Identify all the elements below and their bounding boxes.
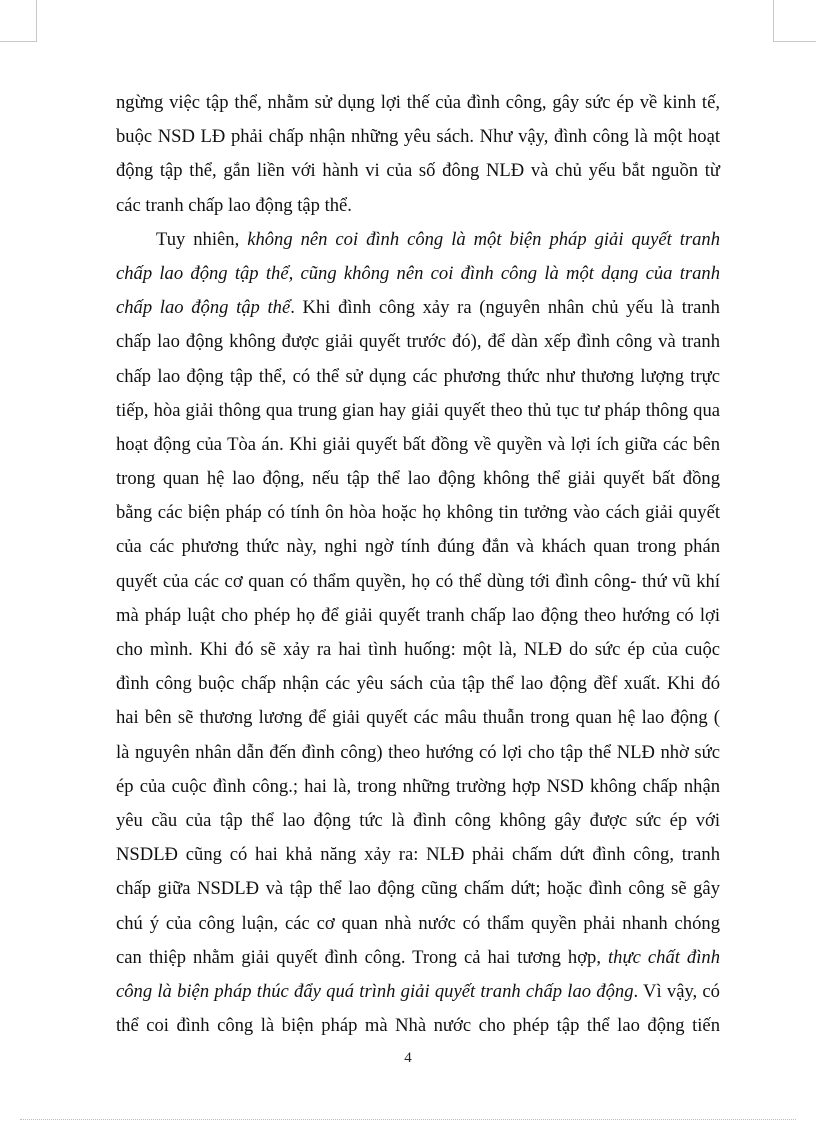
text-line: của các phương thức này, nghi ngờ tính đúng đắn và khách quan trong phán	[116, 536, 720, 558]
crop-mark-top-left	[36, 0, 37, 42]
text-line-mixed	[116, 291, 720, 325]
text-line-mixed	[116, 941, 720, 975]
text-run: can thiệp nhằm giải quyết đình công. Trong cả hai tương hợp,	[116, 946, 609, 968]
text-line: ngừng việc tập thể, nhằm sử dụng lợi thế của đình công, gây sức ép về kinh tế,	[116, 92, 720, 113]
text-line-mixed	[116, 223, 720, 257]
text-line: trong quan hệ lao động, nếu tập thể lao động không thể giải quyết bất đồng	[116, 468, 720, 490]
text-line: chú ý của công luận, các cơ quan nhà nước có thẩm quyền phải nhanh chóng	[116, 912, 720, 934]
text-run: . Vì vậy, có	[633, 980, 720, 1002]
crop-mark-top-left-horizontal	[0, 41, 36, 42]
crop-mark-top-right-horizontal	[774, 41, 816, 42]
page-bottom-border	[20, 1119, 796, 1120]
text-line: động tập thể, gắn liền với hành vi của số đông NLĐ và chủ yếu bắt nguồn từ	[116, 160, 720, 182]
text-line: hai bên sẽ thương lương để giải quyết các mâu thuẫn trong quan hệ lao động (	[116, 707, 720, 729]
italic-text-run: chấp lao động tập thể	[116, 297, 291, 319]
text-line: tiếp, hòa giải thông qua trung gian hay giải quyết theo thủ tục tư pháp thông qua	[116, 399, 720, 421]
italic-text-run: công là biện pháp thúc đẩy quá trình giải quyết tranh chấp lao động	[116, 980, 634, 1002]
text-line: các tranh chấp lao động tập thể.	[116, 194, 352, 216]
crop-mark-top-right	[773, 0, 774, 42]
italic-text-run: thực chất đình	[608, 946, 720, 968]
text-line: chấp giữa NSDLĐ và tập thể lao động cũng chấm dứt; hoặc đình công sẽ gây	[116, 878, 720, 900]
body-text	[116, 86, 720, 1043]
text-line: là nguyên nhân dẫn đến đình công) theo hướng có lợi cho tập thể NLĐ nhờ sức	[116, 741, 720, 763]
text-line: bằng các biện pháp có tính ôn hòa hoặc họ không tin tưởng vào cách giải quyết	[116, 502, 720, 524]
text-line: quyết của các cơ quan có thẩm quyền, họ có thể dùng tới đình công- thứ vũ khí	[116, 570, 720, 592]
italic-text-run: chấp lao động tập thể, cũng không nên coi đình công là một dạng của tranh	[116, 262, 720, 284]
text-line: ép của cuộc đình công.; hai là, trong những trường hợp NSD không chấp nhận	[116, 775, 720, 797]
italic-text-run: không nên coi đình công là một biện pháp giải quyết tranh	[247, 228, 720, 250]
text-line: đình công buộc chấp nhận các yêu sách của tập thể lao động đềf xuất. Khi đó	[116, 673, 720, 695]
page-number: 4	[404, 1050, 412, 1066]
text-line-italic	[116, 257, 720, 291]
text-line: NSDLĐ cũng có hai khả năng xảy ra: NLĐ phải chấm dứt đình công, tranh	[116, 844, 720, 866]
text-line: chấp lao động tập thể, có thể sử dụng các phương thức như thương lượng trực	[116, 365, 720, 387]
text-run: Tuy nhiên,	[156, 228, 248, 250]
text-line: yêu cầu của tập thể lao động tức là đình công không gây được sức ép với	[116, 809, 720, 831]
text-line: chấp lao động không được giải quyết trước đó), để dàn xếp đình công và tranh	[116, 331, 720, 353]
text-line: hoạt động của Tòa án. Khi giải quyết bất đồng về quyền và lợi ích giữa các bên	[116, 433, 720, 455]
text-line-mixed	[116, 975, 720, 1009]
text-run: . Khi đình công xảy ra (nguyên nhân chủ yếu là tranh	[290, 297, 720, 319]
text-line: thể coi đình công là biện pháp mà Nhà nước cho phép tập thể lao động tiến	[116, 1015, 720, 1037]
text-line: mà pháp luật cho phép họ để giải quyết tranh chấp lao động theo hướng có lợi	[116, 604, 720, 626]
text-line: buộc NSD LĐ phải chấp nhận những yêu sách. Như vậy, đình công là một hoạt	[116, 126, 720, 148]
text-line: cho mình. Khi đó sẽ xảy ra hai tình huống: một là, NLĐ do sức ép của cuộc	[116, 639, 720, 660]
